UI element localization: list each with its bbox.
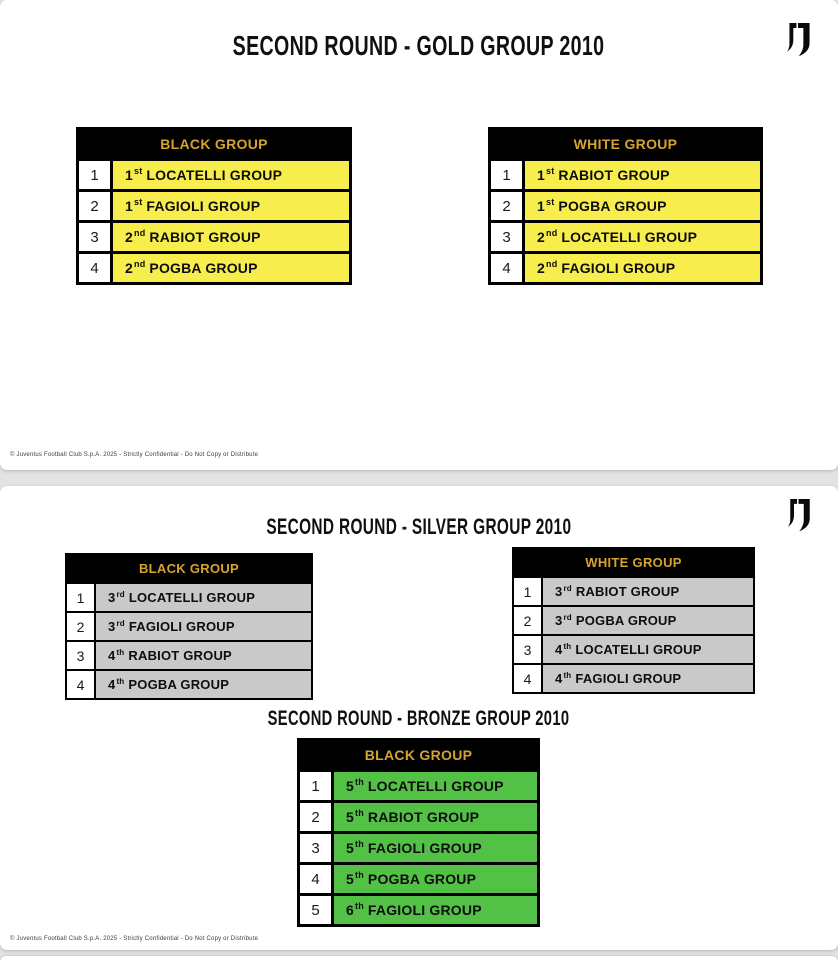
gold-white-group-table [488, 127, 763, 285]
table-row [79, 158, 349, 189]
row-number: 3 [300, 834, 334, 862]
table-row [514, 634, 753, 663]
page-title: SECOND ROUND - GOLD GROUP 2010 [233, 30, 605, 61]
row-label: 1st RABIOT GROUP [525, 161, 760, 189]
table-row [300, 769, 537, 800]
slide-title-silver [0, 514, 838, 540]
row-number: 3 [491, 223, 525, 251]
silver-black-group-table [65, 553, 313, 700]
table-row [491, 189, 760, 220]
table-header: WHITE GROUP [491, 130, 760, 158]
row-number: 2 [514, 607, 543, 634]
row-label: 4th LOCATELLI GROUP [543, 636, 753, 663]
table-header: BLACK GROUP [79, 130, 349, 158]
row-label: 5th FAGIOLI GROUP [334, 834, 537, 862]
slide-title-gold [0, 30, 838, 62]
table-row [514, 576, 753, 605]
row-number: 1 [514, 578, 543, 605]
table-row [79, 251, 349, 282]
row-number: 4 [514, 665, 543, 692]
slide-gold-group [0, 0, 838, 470]
table-header: BLACK GROUP [300, 741, 537, 769]
table-row [491, 158, 760, 189]
table-row [300, 831, 537, 862]
row-label: 3rd FAGIOLI GROUP [96, 613, 311, 640]
table-row [514, 605, 753, 634]
row-number: 3 [514, 636, 543, 663]
section-title: SECOND ROUND - SILVER GROUP 2010 [266, 514, 572, 539]
table-row [67, 640, 311, 669]
confidentiality-footer: © Juventus Football Club S.p.A. 2025 - Strictly Confidential - Do Not Copy or Distribute [10, 452, 259, 458]
table-row [300, 800, 537, 831]
table-row [79, 189, 349, 220]
section-title: SECOND ROUND - BRONZE GROUP 2010 [268, 707, 570, 730]
silver-white-group-table [512, 547, 755, 694]
table-row [67, 611, 311, 640]
table-row [300, 862, 537, 893]
row-number: 1 [67, 584, 96, 611]
confidentiality-footer: © Juventus Football Club S.p.A. 2025 - Strictly Confidential - Do Not Copy or Distribute [10, 936, 259, 942]
row-number: 1 [79, 161, 113, 189]
table-row [491, 220, 760, 251]
table-row [300, 893, 537, 924]
row-number: 1 [300, 772, 334, 800]
table-header: WHITE GROUP [514, 549, 753, 576]
slide-title-bronze [0, 707, 838, 731]
row-number: 4 [300, 865, 334, 893]
row-label: 1st POGBA GROUP [525, 192, 760, 220]
row-label: 3rd RABIOT GROUP [543, 578, 753, 605]
row-label: 2nd LOCATELLI GROUP [525, 223, 760, 251]
row-label: 4th POGBA GROUP [96, 671, 311, 698]
row-number: 3 [67, 642, 96, 669]
table-header: BLACK GROUP [67, 555, 311, 582]
row-number: 3 [79, 223, 113, 251]
row-number: 1 [491, 161, 525, 189]
row-number: 4 [79, 254, 113, 282]
bronze-black-group-table [297, 738, 540, 927]
next-slide-edge [0, 956, 838, 962]
row-label: 4th RABIOT GROUP [96, 642, 311, 669]
row-number: 2 [300, 803, 334, 831]
row-label: 5th RABIOT GROUP [334, 803, 537, 831]
table-row [67, 582, 311, 611]
row-label: 4th FAGIOLI GROUP [543, 665, 753, 692]
row-label: 2nd RABIOT GROUP [113, 223, 349, 251]
row-number: 2 [491, 192, 525, 220]
row-number: 4 [491, 254, 525, 282]
row-label: 5th LOCATELLI GROUP [334, 772, 537, 800]
row-number: 2 [67, 613, 96, 640]
table-row [79, 220, 349, 251]
table-row [491, 251, 760, 282]
juventus-logo-icon [788, 499, 812, 532]
table-row [67, 669, 311, 698]
row-label: 1st FAGIOLI GROUP [113, 192, 349, 220]
row-label: 5th POGBA GROUP [334, 865, 537, 893]
row-number: 5 [300, 896, 334, 924]
row-label: 2nd POGBA GROUP [113, 254, 349, 282]
table-row [514, 663, 753, 692]
row-label: 1st LOCATELLI GROUP [113, 161, 349, 189]
row-label: 2nd FAGIOLI GROUP [525, 254, 760, 282]
row-number: 4 [67, 671, 96, 698]
row-number: 2 [79, 192, 113, 220]
row-label: 3rd LOCATELLI GROUP [96, 584, 311, 611]
slide-silver-bronze-group [0, 486, 838, 950]
gold-black-group-table [76, 127, 352, 285]
row-label: 3rd POGBA GROUP [543, 607, 753, 634]
juventus-logo-icon [787, 23, 812, 57]
row-label: 6th FAGIOLI GROUP [334, 896, 537, 924]
